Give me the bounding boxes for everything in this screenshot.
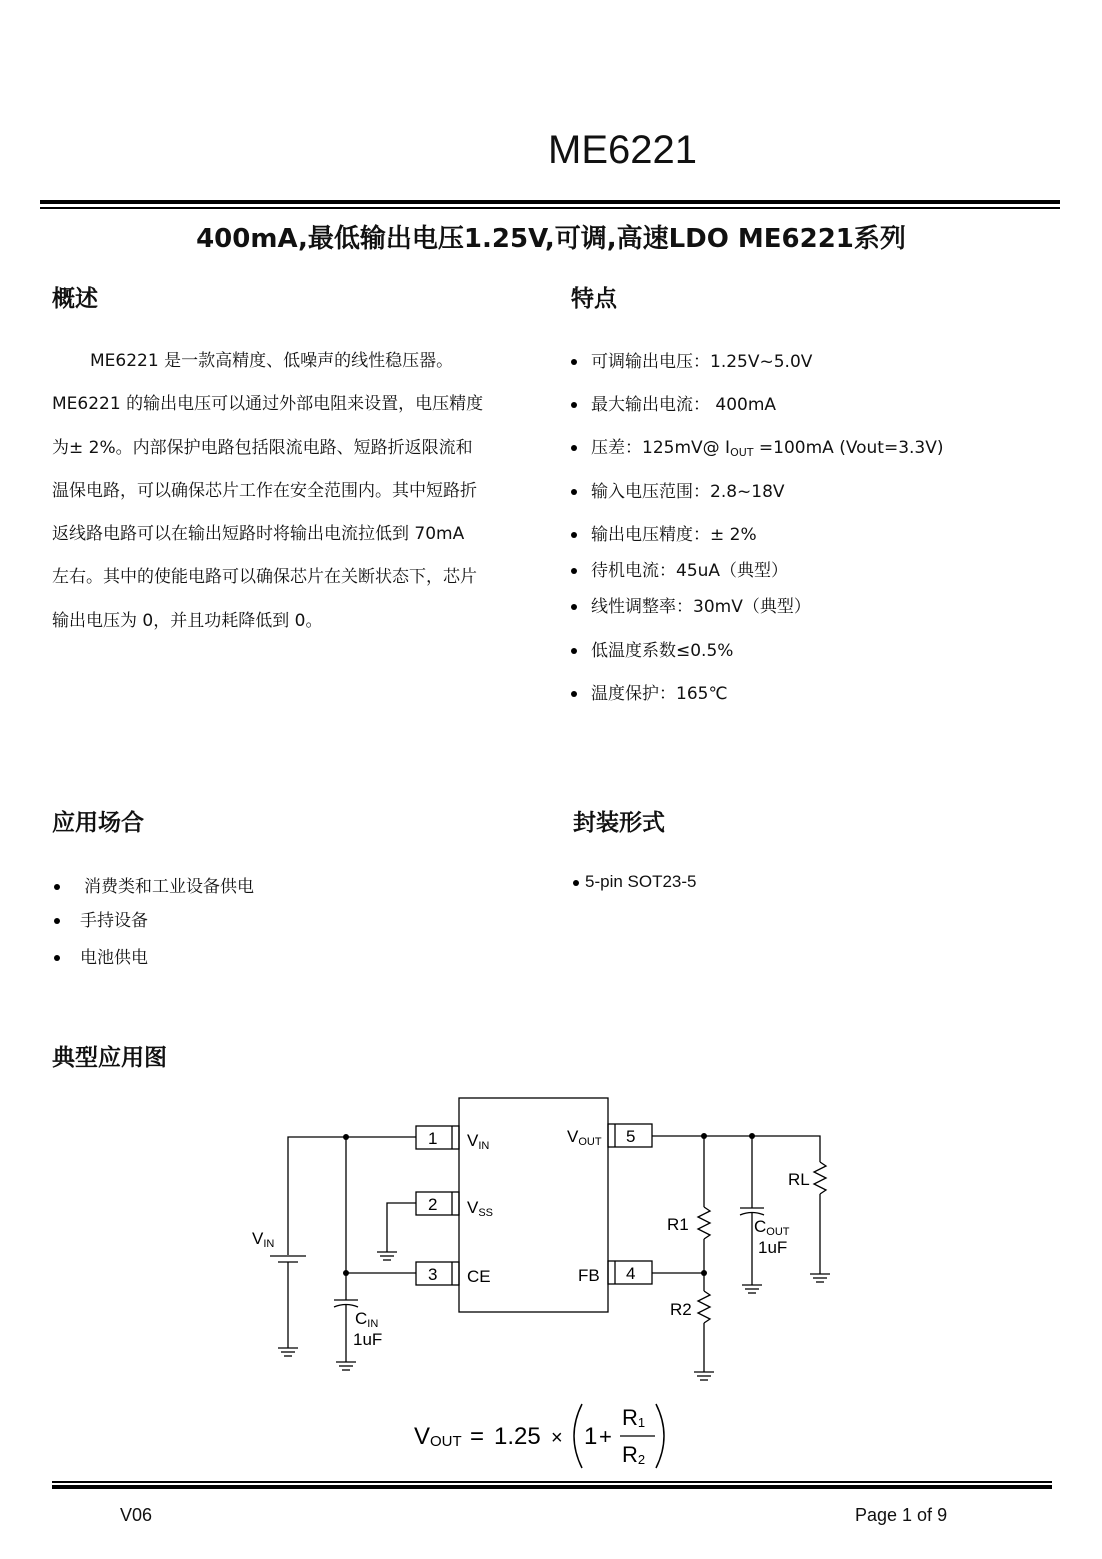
pin-name-vss: VSS bbox=[467, 1198, 494, 1219]
package-heading: 封装形式 bbox=[573, 810, 665, 836]
document-subtitle: 400mA,最低输出电压1.25V,可调,高速LDO ME6221系列 bbox=[196, 224, 906, 254]
feature-item: 输入电压范围：2.8~18V bbox=[571, 477, 785, 502]
resistor-r1 bbox=[698, 1207, 710, 1239]
feature-item: 输出电压精度：± 2% bbox=[571, 520, 757, 545]
application-item: 消费类和工业设备供电 bbox=[54, 872, 254, 897]
pin-name-vin: VIN bbox=[467, 1131, 490, 1152]
pin-number: 4 bbox=[626, 1264, 636, 1283]
footer-rule-thin bbox=[52, 1481, 1052, 1483]
pin-name-vout: VOUT bbox=[567, 1127, 602, 1148]
footer-version: V06 bbox=[120, 1505, 153, 1525]
feature-item: 线性调整率：30mV（典型） bbox=[571, 592, 811, 617]
junction-dot bbox=[701, 1133, 707, 1139]
cout-label: COUT bbox=[754, 1217, 790, 1238]
formula-one: 1 bbox=[584, 1423, 598, 1450]
wire bbox=[387, 1203, 416, 1252]
feature-item: 最大输出电流： 400mA bbox=[571, 390, 776, 415]
feature-item: 温度保护：165℃ bbox=[571, 679, 728, 704]
paren-left bbox=[574, 1404, 582, 1468]
r2-label: R2 bbox=[670, 1300, 692, 1319]
formula-den: R2 bbox=[622, 1442, 646, 1467]
cin-value: 1uF bbox=[353, 1330, 383, 1349]
features-heading: 特点 bbox=[571, 286, 617, 312]
paren-right bbox=[656, 1404, 664, 1468]
pin-number: 3 bbox=[428, 1265, 438, 1284]
footer-rule-thick bbox=[52, 1485, 1052, 1489]
pin-number: 5 bbox=[626, 1127, 636, 1146]
resistor-r2 bbox=[698, 1291, 710, 1323]
feature-item: 待机电流：45uA（典型） bbox=[571, 556, 788, 581]
overview-heading: 概述 bbox=[52, 286, 98, 312]
diagram-heading: 典型应用图 bbox=[52, 1045, 167, 1071]
vin-label: VIN bbox=[252, 1229, 275, 1250]
overview-line: 左右。其中的使能电路可以确保芯片在关断状态下，芯片 bbox=[52, 567, 477, 588]
junction-dot bbox=[749, 1133, 755, 1139]
feature-item: 压差：125mV@ $I_{OUT} =100mA$ (Vout=3.3V) bbox=[571, 433, 944, 459]
wire bbox=[652, 1136, 820, 1162]
output-voltage-formula bbox=[414, 1404, 664, 1468]
rl-label: RL bbox=[788, 1170, 810, 1189]
feature-item: 低温度系数≤0.5% bbox=[571, 636, 733, 661]
cin-label: CIN bbox=[355, 1309, 379, 1330]
r1-label: R1 bbox=[667, 1215, 689, 1234]
package-item: 5-pin SOT23-5 bbox=[573, 872, 697, 892]
junction-dot bbox=[701, 1270, 707, 1276]
overview-line: 返线路电路可以在输出短路时将输出电流拉低到 70mA bbox=[52, 524, 465, 545]
applications-heading: 应用场合 bbox=[52, 810, 144, 836]
overview-line: 输出电压为 0，并且功耗降低到 0。 bbox=[52, 610, 323, 631]
page-title: ME6221 bbox=[548, 128, 697, 172]
pin-number: 1 bbox=[428, 1129, 438, 1148]
overview-line: 温保电路，可以确保芯片工作在安全范围内。其中短路折 bbox=[52, 480, 477, 501]
formula-const: 1.25 bbox=[494, 1423, 541, 1450]
formula-eq: = bbox=[470, 1423, 485, 1450]
formula-plus: + bbox=[599, 1424, 612, 1449]
pin-number: 2 bbox=[428, 1195, 438, 1214]
junction-dot bbox=[343, 1270, 349, 1276]
application-item: 电池供电 bbox=[54, 943, 148, 968]
overview-line: 为± 2%。内部保护电路包括限流电路、短路折返限流和 bbox=[52, 437, 473, 458]
pin-name-ce: CE bbox=[467, 1267, 491, 1286]
wire bbox=[288, 1137, 416, 1255]
overview-line: ME6221 的输出电压可以通过外部电阻来设置，电压精度 bbox=[52, 394, 484, 415]
overview-line: ME6221 是一款高精度、低噪声的线性稳压器。 bbox=[90, 351, 454, 371]
cout-value: 1uF bbox=[758, 1238, 788, 1257]
junction-dot bbox=[343, 1134, 349, 1140]
feature-item: 可调输出电压：1.25V~5.0V bbox=[571, 347, 812, 372]
formula-lhs: VOUT bbox=[414, 1423, 462, 1450]
footer-page-number: Page 1 of 9 bbox=[855, 1505, 948, 1525]
resistor-rl bbox=[814, 1162, 826, 1194]
formula-times: × bbox=[551, 1427, 563, 1449]
pin-name-fb: FB bbox=[578, 1266, 600, 1285]
formula-num: R1 bbox=[622, 1405, 646, 1430]
application-item: 手持设备 bbox=[54, 906, 148, 931]
